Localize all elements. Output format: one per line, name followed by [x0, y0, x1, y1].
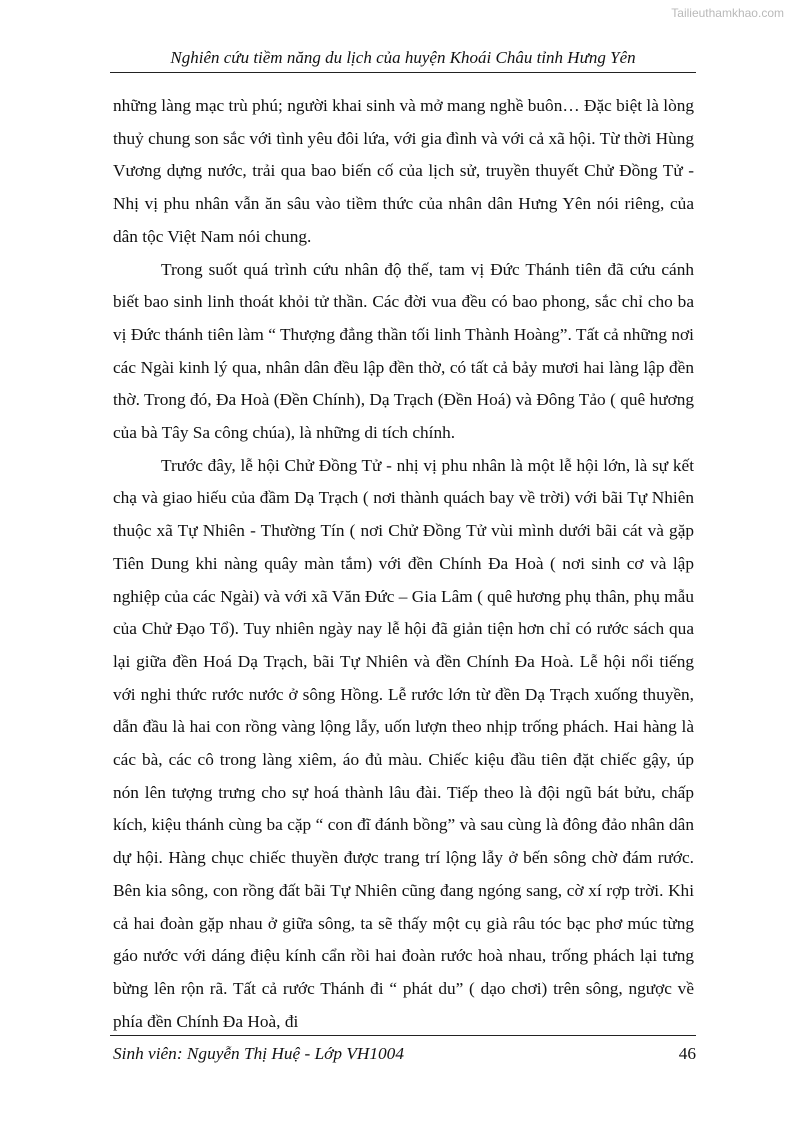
page-header-title: Nghiên cứu tiềm năng du lịch của huyện Khoái Châu tỉnh Hưng Yên [170, 48, 636, 67]
page-number: 46 [678, 1044, 696, 1063]
footer-student-info: Sinh viên: Nguyễn Thị Huệ - Lớp VH1004 [113, 1044, 404, 1063]
header-divider [110, 72, 696, 73]
paragraph-3: Trước đây, lễ hội Chử Đồng Tử - nhị vị phu nhân là một lễ hội lớn, là sự kết chạ và giao hiếu của đầm Dạ Trạch ( nơi thành quách bay về trời) với bãi Tự Nhiên thuộc xã Tự Nhiên - Thường Tín ( nơi Chử Đồng Tử vùi mình dưới bãi cát và gặp Tiên Dung khi nàng quây màn tắm) với đền Chính Đa Hoà ( nơi sinh cơ và lập nghiệp của các Ngài) và với xã Văn Đức – Gia Lâm ( quê hương phụ thân, phụ mẫu của Chử Đạo Tổ). Tuy nhiên ngày nay lễ hội đã giản tiện hơn chỉ có rước sách qua lại giữa đền Hoá Dạ Trạch, bãi Tự Nhiên và đền Chính Đa Hoà. Lễ hội nổi tiếng với nghi thức rước nước ở sông Hồng. Lễ rước lớn từ đền Dạ Trạch xuống thuyền, dẫn đầu là hai con rồng vàng lộng lẫy, uốn lượn theo nhịp trống phách. Hai hàng là các bà, các cô trong làng xiêm, áo đủ màu. Chiếc kiệu đầu tiên đặt chiếc gậy, úp nón lên tượng trưng cho sự hoá thành lâu đài. Tiếp theo là đội ngũ bát bửu, chấp kích, kiệu thánh cùng ba cặp “ con đĩ đánh bồng” và sau cùng là đông đảo nhân dân dự hội. Hàng chục chiếc thuyền được trang trí lộng lẫy ở bến sông chờ đám rước. Bên kia sông, con rồng đất bãi Tự Nhiên cũng đang ngóng sang, cờ xí rợp trời. Khi cả hai đoàn gặp nhau ở giữa sông, ta sẽ thấy một cụ già râu tóc bạc phơ múc từng gáo nước với dáng điệu kính cẩn rồi hai đoàn rước hoà nhau, trống phách lại tưng bừng lên rộn rã. Tất cả rước Thánh đi “ phát du” ( dạo chơi) trên sông, ngược về phía đền Chính Đa Hoà, đi [113, 455, 694, 1031]
paragraph-2: Trong suốt quá trình cứu nhân độ thế, tam vị Đức Thánh tiên đã cứu cánh biết bao sinh linh thoát khỏi tử thần. Các đời vua đều có bao phong, sắc chỉ cho ba vị Đức thánh tiên làm “ Thượng đẳng thần tối linh Thành Hoàng”. Tất cả những nơi các Ngài kinh lý qua, nhân dân đều lập đền thờ, có tất cả bảy mươi hai làng lập đền thờ. Trong đó, Đa Hoà (Đền Chính), Dạ Trạch (Đền Hoá) và Đông Tảo ( quê hương của bà Tây Sa công chúa), là những di tích chính. [113, 259, 694, 443]
paragraph-1: những làng mạc trù phú; người khai sinh và mở mang nghề buôn… Đặc biệt là lòng thuỷ chung son sắc với tình yêu đôi lứa, với gia đình và với cả xã hội. Từ thời Hùng Vương dựng nước, trải qua bao biến cố của lịch sử, truyền thuyết Chử Đồng Tử - Nhị vị phu nhân vẫn ăn sâu vào tiềm thức của nhân dân Hưng Yên nói riêng, của dân tộc Việt Nam nói chung. [113, 96, 694, 246]
document-body [113, 90, 694, 1038]
footer-divider [110, 1035, 696, 1036]
watermark: Tailieuthamkhao.com [671, 6, 784, 20]
